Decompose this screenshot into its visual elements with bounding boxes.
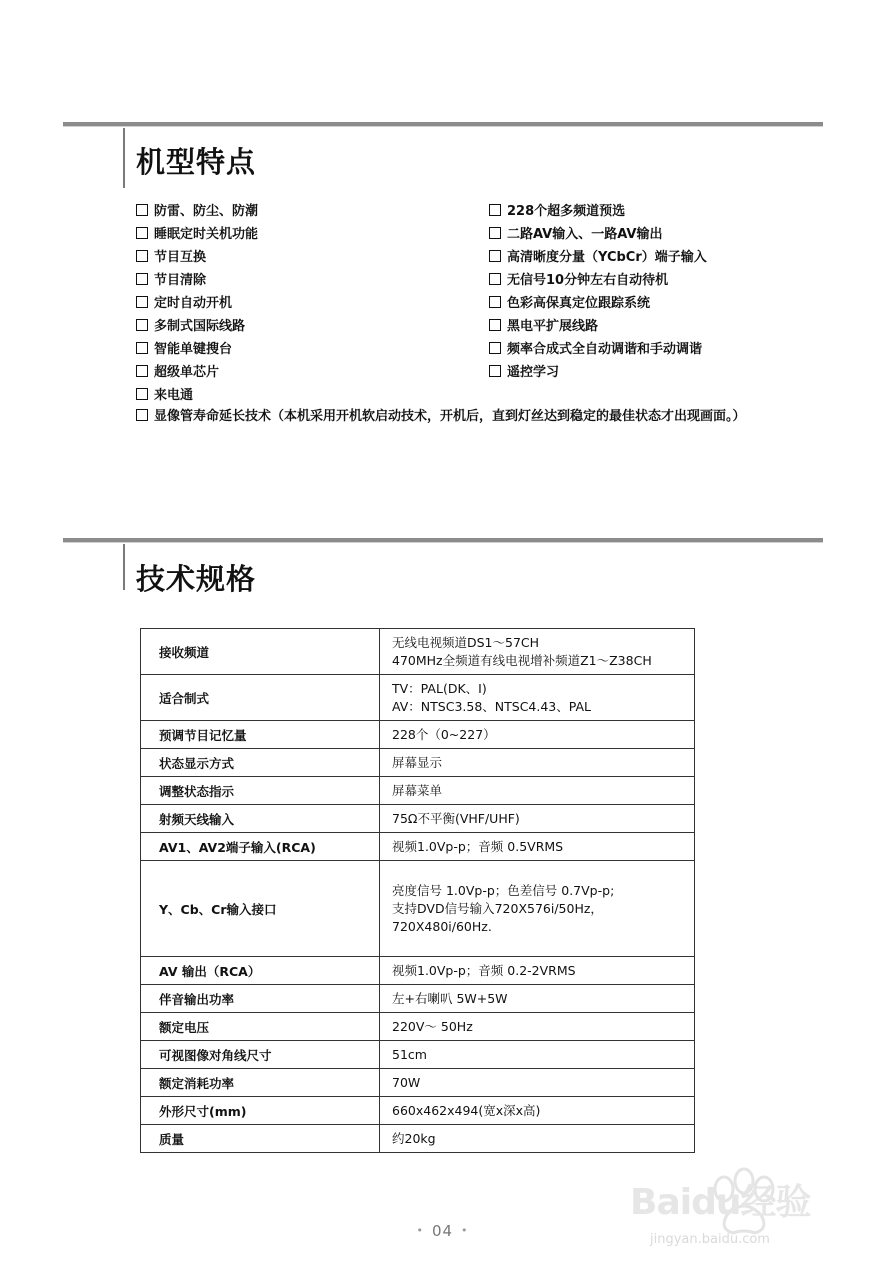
checkbox-icon: [489, 273, 501, 285]
spec-value: [380, 861, 695, 957]
spec-value-line: 660x462x494(宽x深x高): [392, 1102, 541, 1118]
spec-value-line: 视频1.0Vp-p；音频 0.5VRMS: [392, 838, 564, 854]
spec-label: 外形尺寸(mm): [141, 1097, 380, 1125]
spec-row: [141, 749, 695, 777]
feature-text: 无信号10分钟左右自动待机: [507, 273, 669, 288]
checkbox-icon: [136, 204, 148, 216]
spec-label: 额定消耗功率: [141, 1069, 380, 1097]
spec-value: [380, 833, 695, 861]
spec-value-line: 左+右喇叭 5W+5W: [392, 990, 508, 1006]
spec-value-line: 无线电视频道DS1～57CH: [392, 634, 540, 650]
spec-value: [380, 1125, 695, 1153]
checkbox-icon: [489, 227, 501, 239]
spec-value: [380, 1013, 695, 1041]
spec-value-line: 支持DVD信号输入720X576i/50Hz，: [392, 900, 603, 916]
feature-text: 遥控学习: [507, 365, 560, 380]
spec-value: [380, 985, 695, 1013]
spec-row: [141, 861, 695, 957]
spec-value-line: 228个（0~227）: [392, 726, 496, 742]
checkbox-icon: [136, 365, 148, 377]
spec-value-line: 约20kg: [392, 1130, 436, 1146]
section-rule-top: [63, 122, 823, 127]
feature-text: 频率合成式全自动调谐和手动调谐: [507, 342, 703, 357]
feature-text: 来电通: [154, 388, 194, 403]
feature-text: 多制式国际线路: [154, 319, 246, 334]
checkbox-icon: [489, 319, 501, 331]
spec-row: [141, 833, 695, 861]
watermark-url: jingyan.baidu.com: [650, 1232, 770, 1247]
spec-value: [380, 749, 695, 777]
feature-text: 防雷、防尘、防潮: [154, 204, 259, 219]
feature-item: [136, 200, 258, 223]
feature-item: [136, 269, 206, 292]
spec-value-line: AV：NTSC3.58、NTSC4.43、PAL: [392, 698, 592, 714]
feature-text: 定时自动开机: [154, 296, 233, 311]
feature-item: [489, 338, 702, 361]
spec-row: [141, 957, 695, 985]
spec-row: [141, 1097, 695, 1125]
spec-value-line: 220V～ 50Hz: [392, 1018, 473, 1034]
feature-text: 节目清除: [154, 273, 207, 288]
spec-label: 预调节目记忆量: [141, 721, 380, 749]
feature-text: 显像管寿命延长技术（本机采用开机软启动技术，开机后，直到灯丝达到稳定的最佳状态才出现画面。）: [154, 409, 746, 424]
checkbox-icon: [136, 388, 148, 400]
spec-label: 适合制式: [141, 675, 380, 721]
spec-label: AV 输出（RCA）: [141, 957, 380, 985]
spec-row: [141, 675, 695, 721]
spec-label: 质量: [141, 1125, 380, 1153]
spec-label: AV1、AV2端子输入(RCA): [141, 833, 380, 861]
feature-item: [136, 384, 193, 407]
section-title-specs: 技术规格: [136, 562, 257, 596]
spec-value-line: 720X480i/60Hz.: [392, 918, 492, 934]
feature-text: 睡眠定时关机功能: [154, 227, 259, 242]
feature-item: [489, 246, 707, 269]
spec-value: [380, 1041, 695, 1069]
page-number-text: 04: [431, 1222, 454, 1240]
checkbox-icon: [489, 342, 501, 354]
spec-value: [380, 721, 695, 749]
feature-text: 超级单芯片: [154, 365, 220, 380]
spec-table-body: [141, 629, 695, 1153]
spec-value: [380, 957, 695, 985]
feature-item: [136, 361, 219, 384]
spec-value-line: 470MHz全频道有线电视增补频道Z1～Z38CH: [392, 652, 652, 668]
spec-table: [140, 628, 695, 1153]
spec-label: 伴音输出功率: [141, 985, 380, 1013]
checkbox-icon: [489, 296, 501, 308]
checkbox-icon: [489, 365, 501, 377]
spec-row: [141, 721, 695, 749]
spec-value-line: 亮度信号 1.0Vp-p；色差信号 0.7Vp-p;: [392, 882, 615, 898]
feature-item: [489, 223, 662, 246]
feature-text: 节目互换: [154, 250, 207, 265]
checkbox-icon: [136, 250, 148, 262]
spec-value-line: 75Ω不平衡(VHF/UHF): [392, 810, 520, 826]
section-vertical-bar: [123, 544, 125, 590]
feature-item: [136, 338, 232, 361]
spec-row: [141, 1041, 695, 1069]
section-title-features: 机型特点: [136, 145, 257, 179]
spec-label: Y、Cb、Cr输入接口: [141, 861, 380, 957]
checkbox-icon: [136, 409, 148, 421]
feature-item: [136, 315, 245, 338]
feature-item: [136, 292, 232, 315]
spec-value-line: TV：PAL(DK、I): [392, 680, 487, 696]
checkbox-icon: [136, 342, 148, 354]
spec-label: 接收频道: [141, 629, 380, 675]
spec-value: [380, 777, 695, 805]
spec-value: [380, 629, 695, 675]
checkbox-icon: [136, 273, 148, 285]
spec-value: [380, 675, 695, 721]
spec-value-line: 视频1.0Vp-p；音频 0.2-2VRMS: [392, 962, 576, 978]
feature-text: 色彩高保真定位跟踪系统: [507, 296, 651, 311]
feature-text: 智能单键搜台: [154, 342, 233, 357]
feature-item: [489, 361, 559, 384]
watermark-brand: Baidu经验: [630, 1182, 811, 1223]
spec-label: 射频天线输入: [141, 805, 380, 833]
spec-label: 调整状态指示: [141, 777, 380, 805]
spec-value-line: 屏幕菜单: [392, 782, 443, 798]
spec-label: 状态显示方式: [141, 749, 380, 777]
feature-text: 二路AV输入、一路AV输出: [507, 227, 663, 242]
checkbox-icon: [489, 204, 501, 216]
feature-text: 228个超多频道预选: [507, 204, 626, 219]
spec-row: [141, 805, 695, 833]
spec-value: [380, 1069, 695, 1097]
spec-value-line: 70W: [392, 1074, 421, 1090]
feature-text: 黑电平扩展线路: [507, 319, 599, 334]
feature-text: 高清晰度分量（YCbCr）端子输入: [507, 250, 707, 265]
feature-item: [136, 246, 206, 269]
feature-item: [489, 269, 668, 292]
spec-row: [141, 777, 695, 805]
spec-value: [380, 1097, 695, 1125]
checkbox-icon: [136, 227, 148, 239]
section-vertical-bar: [123, 128, 125, 188]
feature-item: [489, 200, 625, 223]
spec-row: [141, 1013, 695, 1041]
spec-value-line: 屏幕显示: [392, 754, 443, 770]
spec-row: [141, 1125, 695, 1153]
page-dot-right: •: [461, 1224, 469, 1237]
spec-value: [380, 805, 695, 833]
section-rule-top: [63, 538, 823, 543]
checkbox-icon: [489, 250, 501, 262]
feature-item: [489, 315, 598, 338]
checkbox-icon: [136, 319, 148, 331]
feature-item: [489, 292, 650, 315]
spec-label: 可视图像对角线尺寸: [141, 1041, 380, 1069]
spec-value-line: 51cm: [392, 1046, 427, 1062]
checkbox-icon: [136, 296, 148, 308]
spec-row: [141, 1069, 695, 1097]
feature-item: [136, 223, 258, 246]
spec-row: [141, 629, 695, 675]
page-dot-left: •: [416, 1224, 424, 1237]
spec-row: [141, 985, 695, 1013]
feature-item-long: [136, 405, 826, 428]
spec-label: 额定电压: [141, 1013, 380, 1041]
